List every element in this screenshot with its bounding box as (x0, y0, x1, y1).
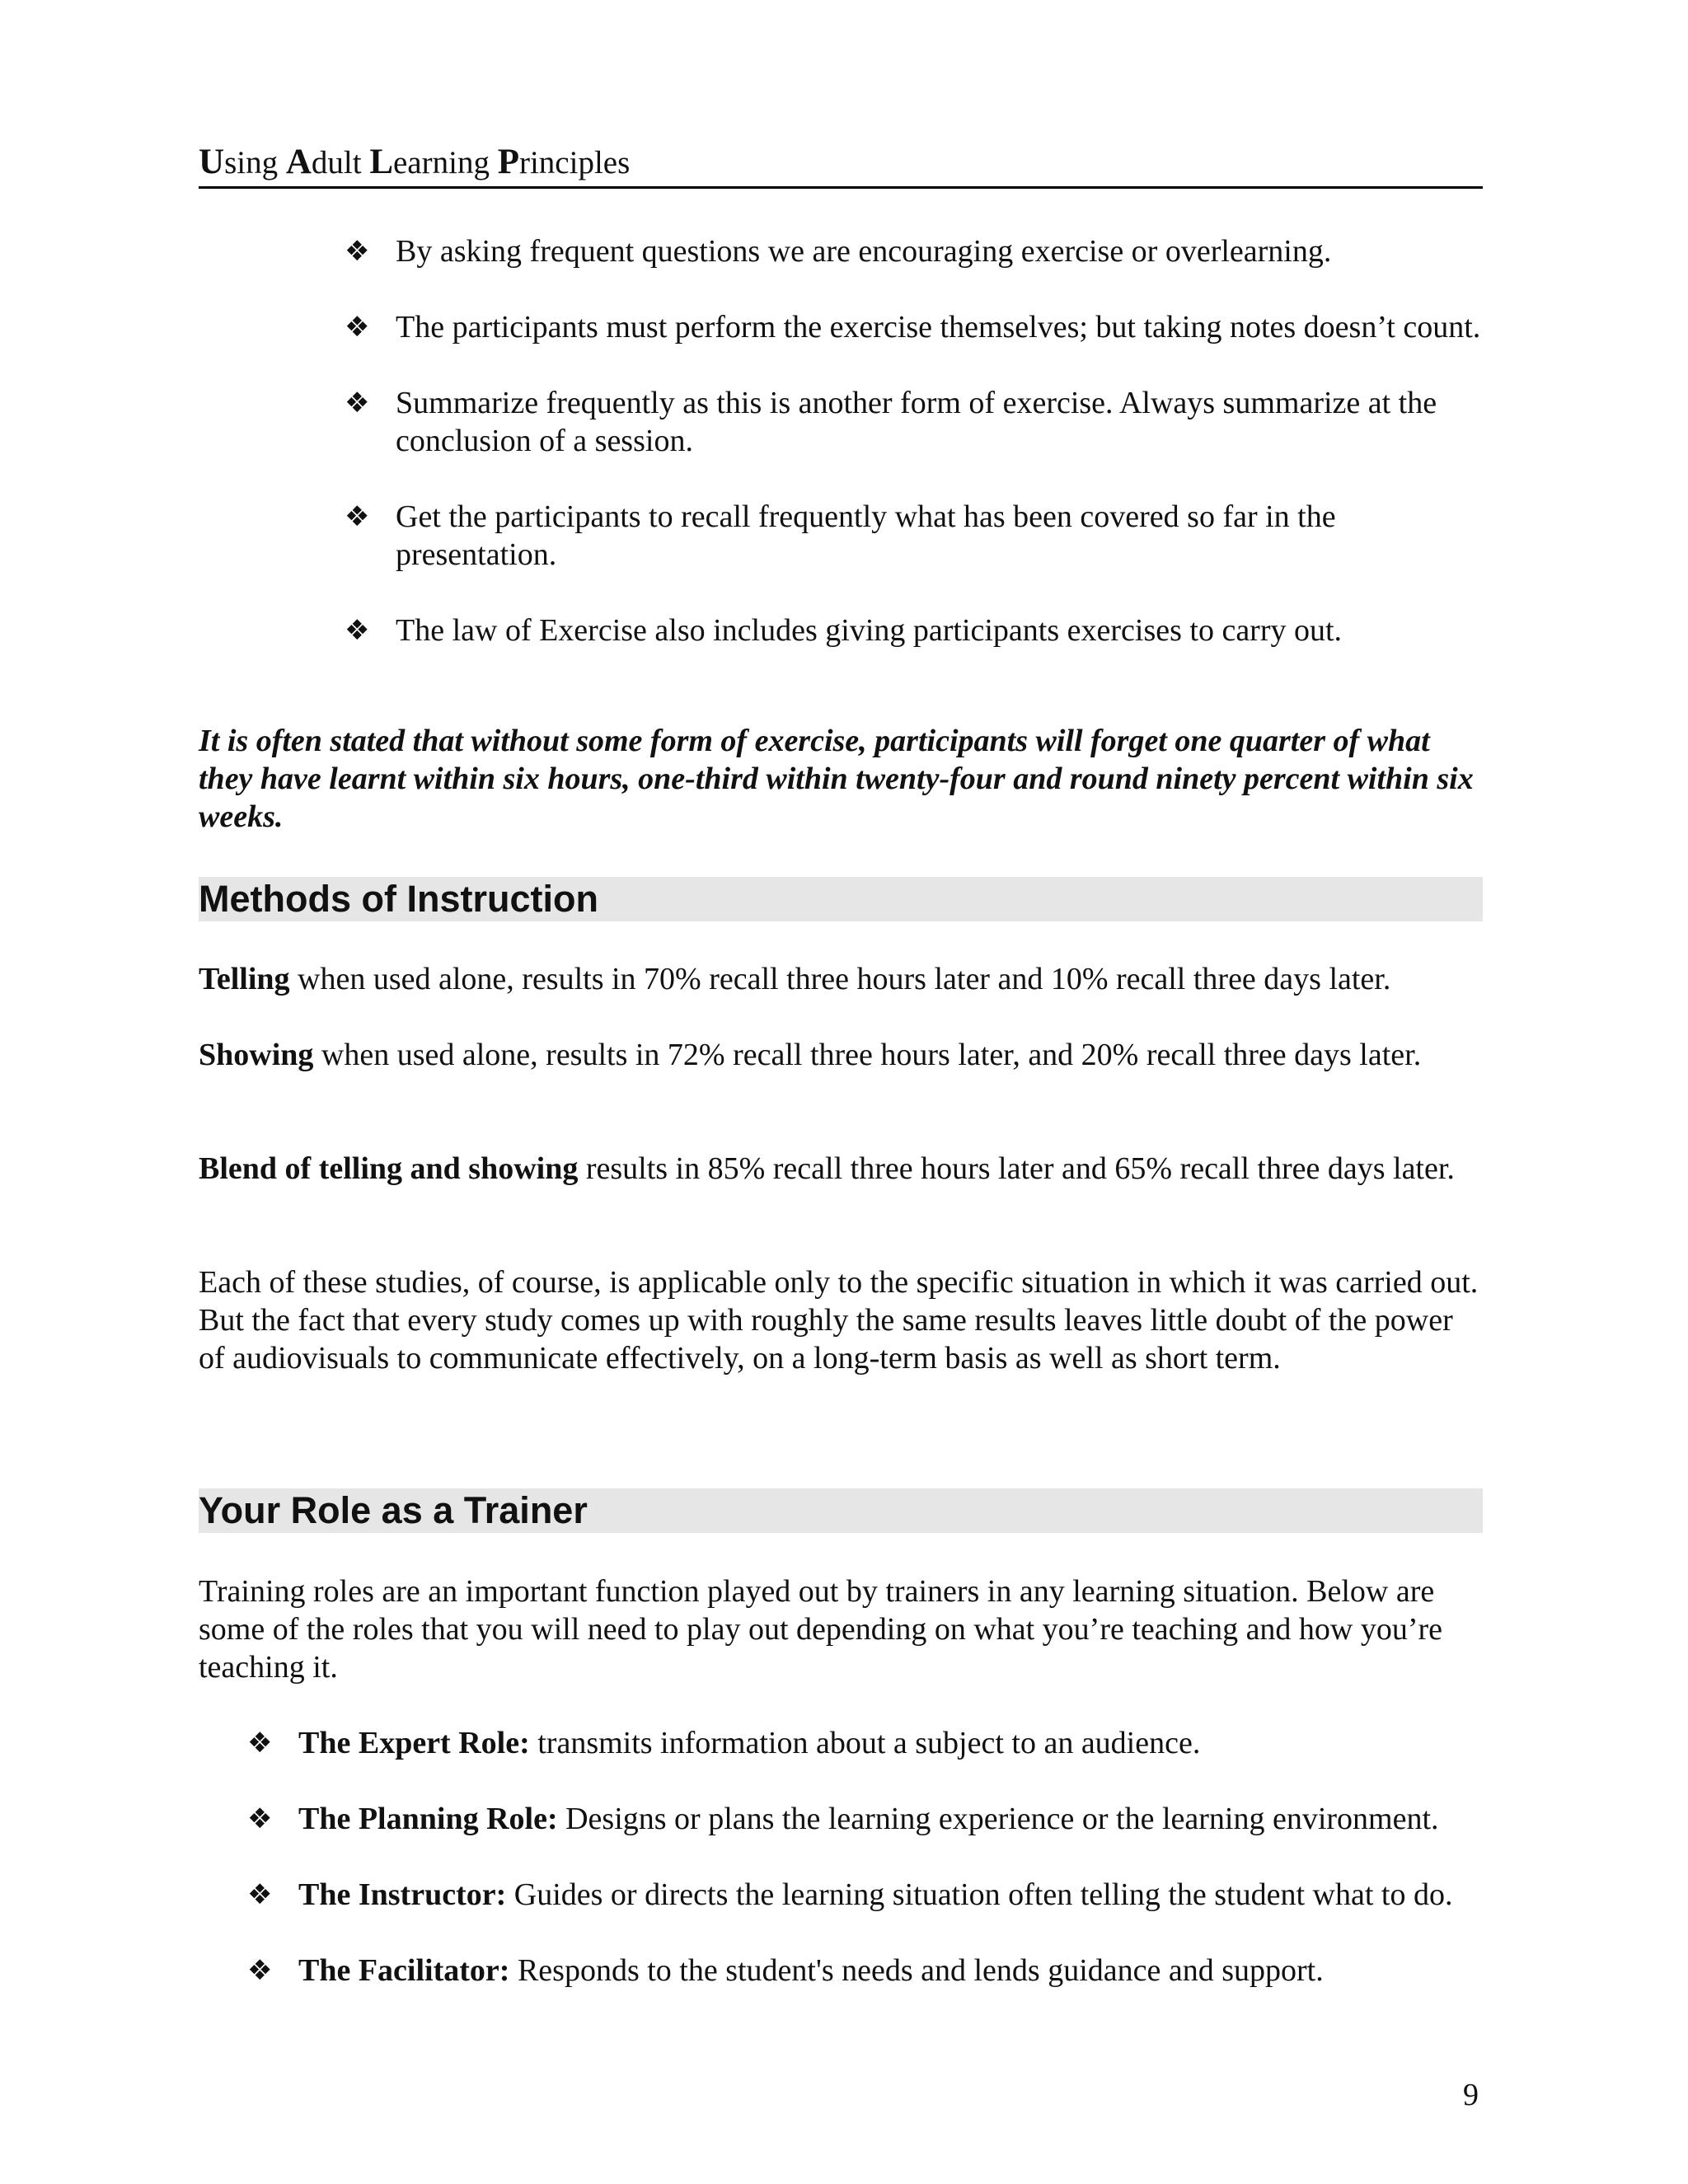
paragraph-telling: Telling when used alone, results in 70% recall three hours later and 10% recall three days later. (199, 962, 1391, 996)
diamond-bullet-icon: ❖ (247, 1878, 273, 1911)
list-item: ❖ The law of Exercise also includes giving participants exercises to carry out. (345, 613, 1343, 648)
role-bullet-list (247, 1724, 1484, 2027)
paragraph-blend: Blend of telling and showing results in 85% recall three hours later and 65% recall three days later. (199, 1151, 1455, 1186)
list-item: ❖ By asking frequent questions we are encouraging exercise or overlearning. (345, 234, 1332, 269)
diamond-bullet-icon: ❖ (247, 1802, 273, 1835)
list-item: ❖ The Instructor: Guides or directs the learning situation often telling the student what to do. (247, 1877, 1453, 1912)
paragraph-studies: Each of these studies, of course, is applicable only to the specific situation in which it was carried out. But the fact that every study comes up with roughly the same results leaves little doubt of the power of audiovisuals to communicate effectively, on a long-term basis as well as short term. (199, 1265, 1479, 1376)
emphasis-note: It is often stated that without some form of exercise, participants will forget one quarter of what they have learnt within six hours, one-third within twenty-four and round ninety percent within six weeks. (199, 724, 1474, 834)
paragraph-role-intro: Training roles are an important function played out by trainers in any learning situation. Below are some of the roles that you will need to play out depending on what you’re teaching and how you’re teaching it. (199, 1574, 1443, 1685)
term-telling: Telling (199, 962, 290, 996)
header-word-adult: Adult (285, 143, 370, 181)
diamond-bullet-icon: ❖ (345, 311, 370, 344)
diamond-bullet-icon: ❖ (247, 1954, 273, 1987)
diamond-bullet-icon: ❖ (345, 614, 370, 647)
section-heading-methods: Methods of Instruction (199, 877, 1483, 921)
term-blend: Blend of telling and showing (199, 1151, 579, 1186)
list-item: ❖ The participants must perform the exercise themselves; but taking notes doesn’t count. (345, 310, 1481, 344)
list-item: ❖ The Expert Role: transmits information about a subject to an audience. (247, 1726, 1201, 1760)
list-item: ❖ The Planning Role: Designs or plans the learning experience or the learning environment. (247, 1802, 1439, 1836)
list-item: ❖ The Facilitator: Responds to the student's needs and lends guidance and support. (247, 1953, 1324, 1988)
diamond-bullet-icon: ❖ (345, 500, 370, 533)
diamond-bullet-icon: ❖ (345, 235, 370, 268)
page-number: 9 (1463, 2078, 1479, 2112)
diamond-bullet-icon: ❖ (345, 387, 370, 419)
header-word-using: Using (199, 143, 286, 181)
term-showing: Showing (199, 1038, 314, 1072)
header-word-learning: Learning (369, 143, 498, 181)
header-word-principles: Principles (497, 143, 631, 181)
diamond-bullet-icon: ❖ (247, 1727, 273, 1760)
section-heading-role: Your Role as a Trainer (199, 1488, 1483, 1533)
paragraph-showing: Showing when used alone, results in 72% recall three hours later, and 20% recall three days later. (199, 1038, 1422, 1072)
exercise-bullet-list (345, 232, 1482, 687)
running-header (199, 138, 1483, 189)
list-item: ❖ Summarize frequently as this is another form of exercise. Always summarize at the conclusion of a session. (345, 386, 1437, 458)
list-item: ❖ Get the participants to recall frequently what has been covered so far in the presentation. (345, 499, 1336, 572)
